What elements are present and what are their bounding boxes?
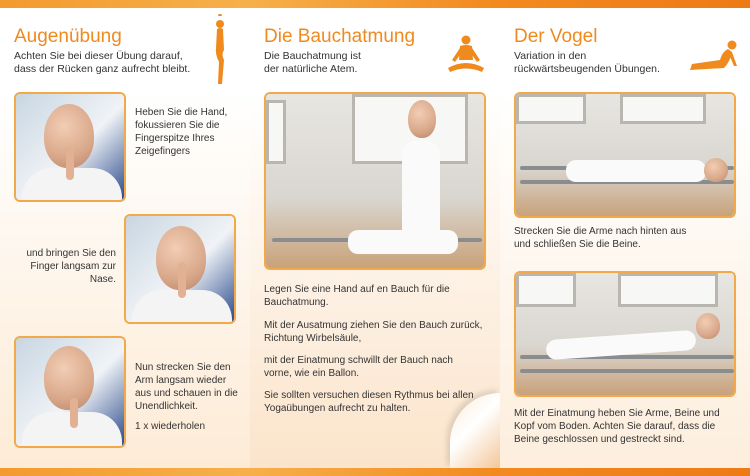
cobra-pose-icon xyxy=(688,38,740,72)
standing-yoga-icon xyxy=(205,14,235,88)
column-title: Die Bauchatmung xyxy=(264,26,416,47)
photo-lying-arms-back xyxy=(514,92,736,218)
column-subtitle: Achten Sie bei dieser Übung darauf, dass der Rücken ganz aufrecht bleibt. xyxy=(14,50,191,75)
step-1-text: Heben Sie die Hand, fokussieren Sie die Fingerspitze Ihres Zeigefingers xyxy=(135,107,228,157)
bird-caption-1: Strecken Sie die Arme nach hinten aus und schließen Sie die Beine. xyxy=(514,226,687,250)
column-title: Augenübung xyxy=(14,26,122,47)
column-subtitle: Die Bauchatmung ist der natürliche Atem. xyxy=(264,50,361,75)
column-header xyxy=(500,8,750,90)
column-title: Der Vogel xyxy=(514,26,598,47)
breathing-paragraph-3: mit der Einatmung schwillt der Bauch nach vorne, wie ein Ballon. xyxy=(264,355,453,379)
repeat-text: 1 x wiederholen xyxy=(135,421,206,432)
photo-seated-breathing xyxy=(264,92,486,270)
breathing-paragraph-1: Legen Sie eine Hand auf en Bauch für die Bauchatmung. xyxy=(264,284,450,308)
column-eye-exercise xyxy=(0,8,250,468)
column-belly-breathing xyxy=(250,8,500,468)
step-2-text: und bringen Sie den Finger langsam zur Nase. xyxy=(26,248,116,285)
column-header xyxy=(0,8,250,90)
lotus-pose-icon xyxy=(446,34,486,74)
photo-raise-hand xyxy=(14,92,126,202)
step-3-text: Nun strecken Sie den Arm langsam wieder aus und schauen in die Unendlichkeit. xyxy=(135,362,238,412)
photo-arm-outstretched xyxy=(14,336,126,448)
bottom-accent-bar xyxy=(0,468,750,476)
top-accent-bar xyxy=(0,0,750,8)
photo-finger-to-nose xyxy=(124,214,236,324)
bird-caption-2: Mit der Einatmung heben Sie Arme, Beine und Kopf vom Boden. Achten Sie darauf, dass die Beine geschlossen und gestreckt sind. xyxy=(514,408,720,445)
photo-bird-lift xyxy=(514,271,736,397)
breathing-paragraph-2: Mit der Ausatmung ziehen Sie den Bauch zurück, Richtung Wirbelsäule, xyxy=(264,320,483,344)
column-header xyxy=(250,8,500,90)
column-subtitle: Variation in den rückwärtsbeugenden Übungen. xyxy=(514,50,660,75)
breathing-paragraph-4: Sie sollten versuchen diesen Rythmus bei allen Yogaübungen aufrecht zu halten. xyxy=(264,390,474,414)
column-bird-pose xyxy=(500,8,750,468)
